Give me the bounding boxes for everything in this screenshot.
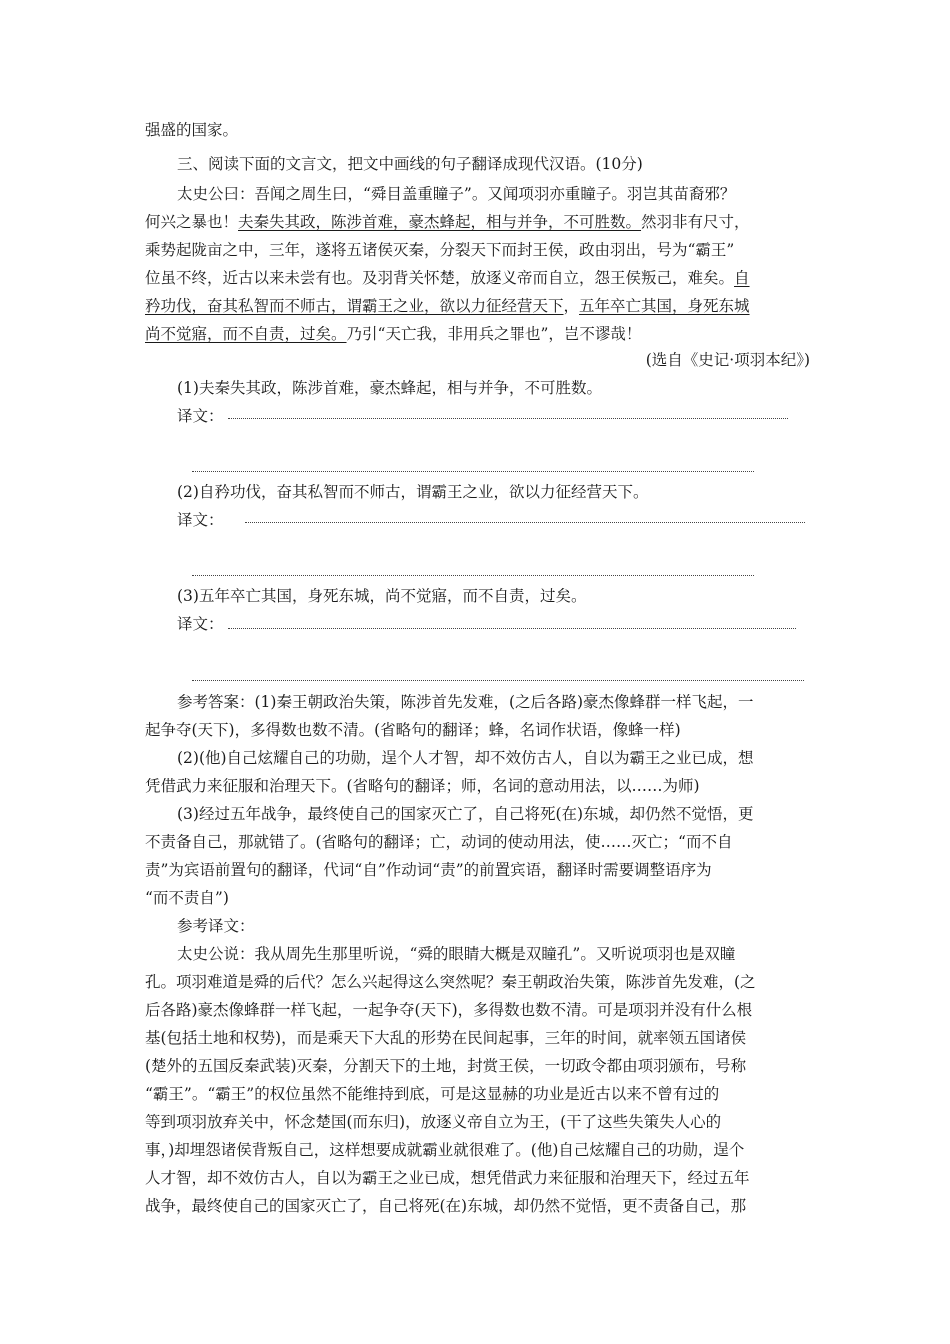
answer-text: (2)(他)自己炫耀自己的功勋，逞个人才智，却不效仿古人，自以为霸王之业已成，想 (177, 749, 754, 767)
passage-line (145, 268, 750, 288)
translation-label: 译文： (177, 407, 224, 425)
passage-line (145, 212, 750, 232)
translation-text: 孔。项羽难道是舜的后代？怎么兴起得这么突然呢？秦王朝政治失策，陈涉首先发难，(之 (145, 973, 756, 991)
answer-line[interactable] (192, 471, 754, 472)
source-citation: (选自《史记·项羽本纪》) (645, 351, 810, 369)
passage-line (145, 324, 641, 344)
question-3: (3)五年卒亡其国，身死东城，尚不觉寤，而不自责，过矣。 (177, 587, 587, 605)
translation-label: 译文： (177, 511, 224, 529)
answer-line[interactable] (245, 522, 805, 523)
passage-text: 乃引“天亡我，非用兵之罪也”，岂不谬哉！ (346, 325, 642, 343)
translation-text: 事，)却埋怨诸侯背叛自己，这样想要成就霸业就很难了。(他)自己炫耀自己的功勋，逞个 (145, 1141, 745, 1159)
answer-text: 责”为宾语前置句的翻译，代词“自”作动词“责”的前置宾语，翻译时需要调整语序为 (145, 861, 712, 879)
section-heading: 三、阅读下面的文言文，把文中画线的句子翻译成现代汉语。(10分) (177, 155, 643, 173)
translation-heading: 参考译文： (177, 917, 255, 935)
translation-text: 后各路)豪杰像蜂群一样飞起，一起争夺(天下)，多得数也数不清。可是项羽并没有什么根 (145, 1001, 753, 1019)
answer-text: “而不责自”) (145, 889, 229, 907)
translation-text: 基(包括土地和权势)，而是乘天下大乱的形势在民间起事，三年的时间，就率领五国诸侯 (145, 1029, 747, 1047)
question-1: (1)夫秦失其政，陈涉首难，豪杰蜂起，相与并争，不可胜数。 (177, 379, 602, 397)
answer-text: 不责备自己，那就错了。(省略句的翻译；亡，动词的使动用法，使……灭亡；“而不自 (145, 833, 733, 851)
answer-text: (3)经过五年战争，最终使自己的国家灭亡了，自己将死(在)东城，却仍然不觉悟，更 (177, 805, 754, 823)
translation-text: “霸王”。“霸王”的权位虽然不能维持到底，可是这显赫的功业是近古以来不曾有过的 (145, 1085, 720, 1103)
translation-text: 人才智，却不效仿古人，自以为霸王之业已成，想凭借武力来征服和治理天下，经过五年 (145, 1169, 750, 1187)
translation-label: 译文： (177, 615, 224, 633)
passage-text: 然羽非有尺寸， (641, 213, 750, 231)
passage-line: 太史公曰：吾闻之周生曰，“舜目盖重瞳子”。又闻项羽亦重瞳子。羽岂其苗裔邪？ (177, 185, 736, 203)
underlined-sentence-3: 尚不觉寤，而不自责，过矣。 (145, 325, 347, 343)
passage-text: 何兴之暴也！ (145, 213, 239, 231)
translation-text: 等到项羽放弃关中，怀念楚国(而东归)，放逐义帝自立为王，(干了这些失策失人心的 (145, 1113, 722, 1131)
passage-text: ， (563, 297, 580, 315)
answer-line[interactable] (228, 418, 788, 419)
underlined-sentence-2: 矜功伐，奋其私智而不师古，谓霸王之业，欲以力征经营天下 (145, 297, 564, 315)
underlined-sentence-2: 自 (734, 269, 750, 287)
answer-line[interactable] (192, 575, 754, 576)
passage-line (145, 296, 750, 316)
translation-text: 太史公说：我从周先生那里听说，“舜的眼睛大概是双瞳孔”。又听说项羽也是双瞳 (177, 945, 736, 963)
passage-line: 乘势起陇亩之中，三年，遂将五诸侯灭秦，分裂天下而封王侯，政由羽出，号为“霸王” (145, 241, 735, 259)
translation-text: 战争，最终使自己的国家灭亡了，自己将死(在)东城，却仍然不觉悟，更不责备自己，那 (145, 1197, 747, 1215)
answer-line[interactable] (192, 680, 804, 681)
question-2: (2)自矜功伐，奋其私智而不师古，谓霸王之业，欲以力征经营天下。 (177, 483, 649, 501)
underlined-sentence-1: 夫秦失其政，陈涉首难，豪杰蜂起，相与并争，不可胜数。 (238, 213, 642, 231)
answer-text: 起争夺(天下)，多得数也数不清。(省略句的翻译；蜂，名词作状语，像蜂一样) (145, 721, 681, 739)
translation-text: (楚外的五国反秦武装)灭秦，分割天下的土地，封赏王侯，一切政令都由项羽颁布，号称 (145, 1057, 747, 1075)
underlined-sentence-3: 五年卒亡其国，身死东城 (579, 297, 750, 315)
answer-line[interactable] (228, 628, 796, 629)
text-line: 强盛的国家。 (145, 121, 239, 139)
answer-text: 凭借武力来征服和治理天下。(省略句的翻译；师，名词的意动用法，以……为师) (145, 777, 700, 795)
answer-text: 参考答案：(1)秦王朝政治失策，陈涉首先发难，(之后各路)豪杰像蜂群一样飞起，一 (177, 693, 754, 711)
passage-text: 位虽不终，近古以来未尝有也。及羽背关怀楚，放逐义帝而自立，怨王侯叛己，难矣。 (145, 269, 735, 287)
